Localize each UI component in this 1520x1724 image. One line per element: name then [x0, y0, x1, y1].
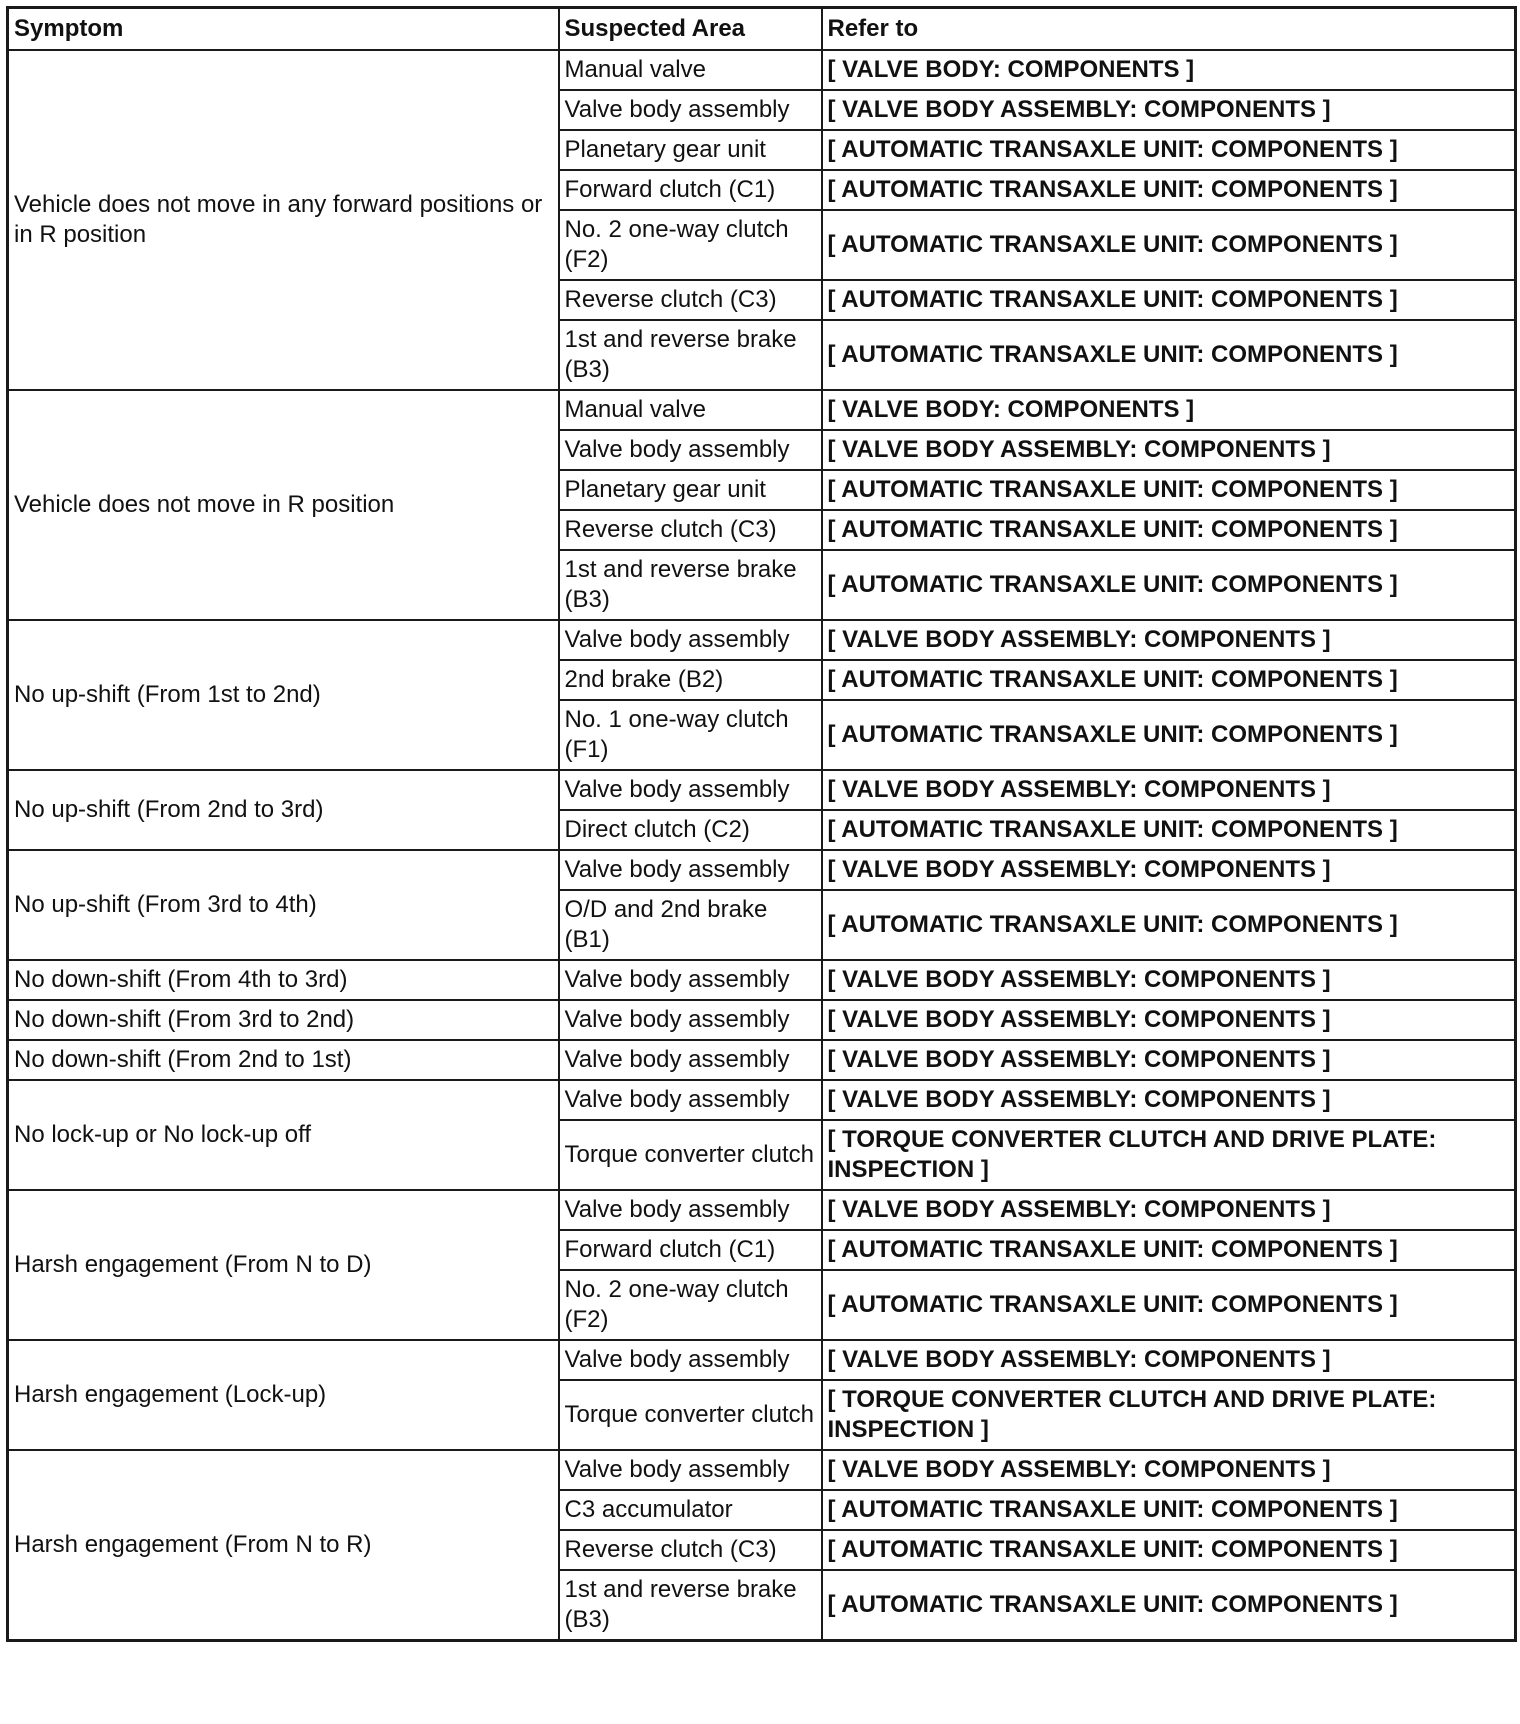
suspected-area-cell: Valve body assembly — [559, 90, 822, 130]
refer-to-link[interactable]: [ VALVE BODY ASSEMBLY: COMPONENTS ] — [822, 1190, 1516, 1230]
suspected-area-cell: Manual valve — [559, 390, 822, 430]
suspected-area-cell: Valve body assembly — [559, 850, 822, 890]
suspected-area-cell: Direct clutch (C2) — [559, 810, 822, 850]
symptom-cell: No up-shift (From 1st to 2nd) — [8, 620, 559, 770]
table-row — [8, 1190, 1516, 1230]
troubleshooting-table-container — [6, 6, 1514, 1642]
suspected-area-cell: Forward clutch (C1) — [559, 170, 822, 210]
suspected-area-cell: Planetary gear unit — [559, 470, 822, 510]
suspected-area-cell: Reverse clutch (C3) — [559, 510, 822, 550]
suspected-area-cell: Valve body assembly — [559, 960, 822, 1000]
refer-to-link[interactable]: [ TORQUE CONVERTER CLUTCH AND DRIVE PLATE: INSPECTION ] — [822, 1120, 1516, 1190]
refer-to-link[interactable]: [ AUTOMATIC TRANSAXLE UNIT: COMPONENTS ] — [822, 320, 1516, 390]
refer-to-link[interactable]: [ AUTOMATIC TRANSAXLE UNIT: COMPONENTS ] — [822, 470, 1516, 510]
header-suspected-area: Suspected Area — [559, 8, 822, 51]
table-row — [8, 620, 1516, 660]
table-row — [8, 390, 1516, 430]
refer-to-link[interactable]: [ AUTOMATIC TRANSAXLE UNIT: COMPONENTS ] — [822, 810, 1516, 850]
refer-to-link[interactable]: [ AUTOMATIC TRANSAXLE UNIT: COMPONENTS ] — [822, 700, 1516, 770]
suspected-area-cell: Planetary gear unit — [559, 130, 822, 170]
suspected-area-cell: 1st and reverse brake (B3) — [559, 1570, 822, 1641]
suspected-area-cell: Manual valve — [559, 50, 822, 90]
table-row — [8, 1450, 1516, 1490]
symptom-cell: No down-shift (From 3rd to 2nd) — [8, 1000, 559, 1040]
refer-to-link[interactable]: [ AUTOMATIC TRANSAXLE UNIT: COMPONENTS ] — [822, 660, 1516, 700]
suspected-area-cell: Valve body assembly — [559, 1340, 822, 1380]
refer-to-link[interactable]: [ AUTOMATIC TRANSAXLE UNIT: COMPONENTS ] — [822, 1530, 1516, 1570]
refer-to-link[interactable]: [ VALVE BODY ASSEMBLY: COMPONENTS ] — [822, 620, 1516, 660]
refer-to-link[interactable]: [ AUTOMATIC TRANSAXLE UNIT: COMPONENTS ] — [822, 210, 1516, 280]
table-row — [8, 1000, 1516, 1040]
refer-to-link[interactable]: [ VALVE BODY ASSEMBLY: COMPONENTS ] — [822, 1080, 1516, 1120]
suspected-area-cell: Valve body assembly — [559, 430, 822, 470]
table-row — [8, 960, 1516, 1000]
refer-to-link[interactable]: [ AUTOMATIC TRANSAXLE UNIT: COMPONENTS ] — [822, 1270, 1516, 1340]
suspected-area-cell: 1st and reverse brake (B3) — [559, 550, 822, 620]
refer-to-link[interactable]: [ VALVE BODY: COMPONENTS ] — [822, 390, 1516, 430]
suspected-area-cell: Valve body assembly — [559, 770, 822, 810]
symptom-cell: Harsh engagement (From N to D) — [8, 1190, 559, 1340]
suspected-area-cell: Valve body assembly — [559, 1040, 822, 1080]
refer-to-link[interactable]: [ AUTOMATIC TRANSAXLE UNIT: COMPONENTS ] — [822, 1230, 1516, 1270]
suspected-area-cell: Valve body assembly — [559, 1190, 822, 1230]
symptom-cell: No lock-up or No lock-up off — [8, 1080, 559, 1190]
refer-to-link[interactable]: [ VALVE BODY ASSEMBLY: COMPONENTS ] — [822, 850, 1516, 890]
suspected-area-cell: Reverse clutch (C3) — [559, 280, 822, 320]
refer-to-link[interactable]: [ AUTOMATIC TRANSAXLE UNIT: COMPONENTS ] — [822, 130, 1516, 170]
suspected-area-cell: C3 accumulator — [559, 1490, 822, 1530]
refer-to-link[interactable]: [ VALVE BODY ASSEMBLY: COMPONENTS ] — [822, 1450, 1516, 1490]
refer-to-link[interactable]: [ AUTOMATIC TRANSAXLE UNIT: COMPONENTS ] — [822, 1490, 1516, 1530]
table-row — [8, 50, 1516, 90]
symptom-cell: No down-shift (From 4th to 3rd) — [8, 960, 559, 1000]
table-row — [8, 1080, 1516, 1120]
suspected-area-cell: No. 2 one-way clutch (F2) — [559, 1270, 822, 1340]
header-refer-to: Refer to — [822, 8, 1516, 51]
refer-to-link[interactable]: [ AUTOMATIC TRANSAXLE UNIT: COMPONENTS ] — [822, 1570, 1516, 1641]
symptom-cell: Harsh engagement (Lock-up) — [8, 1340, 559, 1450]
symptom-cell: Vehicle does not move in any forward positions or in R position — [8, 50, 559, 390]
symptom-cell: Harsh engagement (From N to R) — [8, 1450, 559, 1641]
table-header — [8, 8, 1516, 51]
symptom-cell: No up-shift (From 3rd to 4th) — [8, 850, 559, 960]
table-body — [8, 50, 1516, 1641]
table-row — [8, 850, 1516, 890]
refer-to-link[interactable]: [ TORQUE CONVERTER CLUTCH AND DRIVE PLATE: INSPECTION ] — [822, 1380, 1516, 1450]
header-row — [8, 8, 1516, 51]
suspected-area-cell: Torque converter clutch — [559, 1120, 822, 1190]
refer-to-link[interactable]: [ VALVE BODY: COMPONENTS ] — [822, 50, 1516, 90]
refer-to-link[interactable]: [ AUTOMATIC TRANSAXLE UNIT: COMPONENTS ] — [822, 510, 1516, 550]
symptom-cell: No down-shift (From 2nd to 1st) — [8, 1040, 559, 1080]
refer-to-link[interactable]: [ VALVE BODY ASSEMBLY: COMPONENTS ] — [822, 1000, 1516, 1040]
table-row — [8, 1340, 1516, 1380]
refer-to-link[interactable]: [ VALVE BODY ASSEMBLY: COMPONENTS ] — [822, 430, 1516, 470]
suspected-area-cell: O/D and 2nd brake (B1) — [559, 890, 822, 960]
suspected-area-cell: Valve body assembly — [559, 620, 822, 660]
refer-to-link[interactable]: [ AUTOMATIC TRANSAXLE UNIT: COMPONENTS ] — [822, 280, 1516, 320]
symptom-cell: No up-shift (From 2nd to 3rd) — [8, 770, 559, 850]
header-symptom: Symptom — [8, 8, 559, 51]
suspected-area-cell: Valve body assembly — [559, 1450, 822, 1490]
suspected-area-cell: Valve body assembly — [559, 1080, 822, 1120]
refer-to-link[interactable]: [ VALVE BODY ASSEMBLY: COMPONENTS ] — [822, 1040, 1516, 1080]
refer-to-link[interactable]: [ VALVE BODY ASSEMBLY: COMPONENTS ] — [822, 770, 1516, 810]
suspected-area-cell: No. 2 one-way clutch (F2) — [559, 210, 822, 280]
suspected-area-cell: Valve body assembly — [559, 1000, 822, 1040]
suspected-area-cell: Reverse clutch (C3) — [559, 1530, 822, 1570]
troubleshooting-table — [6, 6, 1517, 1642]
refer-to-link[interactable]: [ VALVE BODY ASSEMBLY: COMPONENTS ] — [822, 960, 1516, 1000]
suspected-area-cell: 1st and reverse brake (B3) — [559, 320, 822, 390]
refer-to-link[interactable]: [ VALVE BODY ASSEMBLY: COMPONENTS ] — [822, 90, 1516, 130]
suspected-area-cell: Torque converter clutch — [559, 1380, 822, 1450]
refer-to-link[interactable]: [ AUTOMATIC TRANSAXLE UNIT: COMPONENTS ] — [822, 170, 1516, 210]
suspected-area-cell: 2nd brake (B2) — [559, 660, 822, 700]
table-row — [8, 770, 1516, 810]
refer-to-link[interactable]: [ AUTOMATIC TRANSAXLE UNIT: COMPONENTS ] — [822, 890, 1516, 960]
suspected-area-cell: Forward clutch (C1) — [559, 1230, 822, 1270]
table-row — [8, 1040, 1516, 1080]
symptom-cell: Vehicle does not move in R position — [8, 390, 559, 620]
refer-to-link[interactable]: [ AUTOMATIC TRANSAXLE UNIT: COMPONENTS ] — [822, 550, 1516, 620]
suspected-area-cell: No. 1 one-way clutch (F1) — [559, 700, 822, 770]
refer-to-link[interactable]: [ VALVE BODY ASSEMBLY: COMPONENTS ] — [822, 1340, 1516, 1380]
